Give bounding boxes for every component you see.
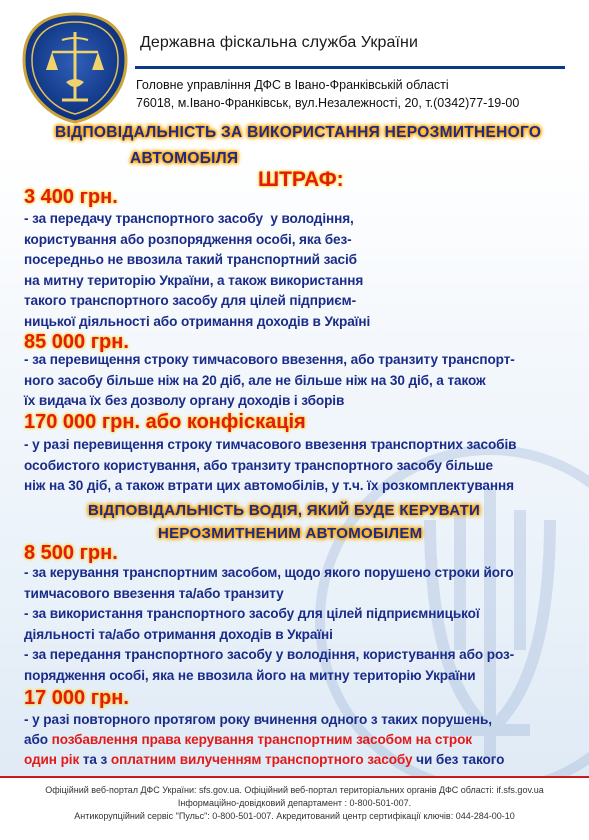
- highlight-deprivation: позбавлення права керування транспортним засобом на строк: [51, 732, 472, 747]
- highlight-one-year: один рік: [24, 752, 80, 767]
- footer-line-2: Інформаційно-довідковий департамент : 0-800-501-007.: [177, 798, 412, 808]
- fine-text-1: - за передачу транспортного засобу у володіння, користування або розпорядження особі, яка без- посередньо не ввозила такий транспортний засіб на митну територію України, а також використання такого транспортного засобу для цілей підприєм- ницької діяльності або отримання доходів в Україні: [24, 211, 371, 329]
- text-fragment: чи без такого: [412, 752, 505, 767]
- driver-fine-amount-2: 17 000 грн.: [24, 687, 129, 709]
- org-name: Державна фіскальна служба України: [140, 34, 419, 51]
- address-line-1: Головне управління ДФС в Івано-Франківській області: [136, 78, 449, 92]
- driver-fine-text-2-line1: - у разі повторного протягом року вчинення одного з таких порушень,: [24, 712, 492, 727]
- section2-title-line1: ВІДПОВІДАЛЬНІСТЬ ВОДІЯ, ЯКИЙ БУДЕ КЕРУВАТИ: [88, 502, 481, 519]
- section1-title-line2: АВТОМОБІЛЯ: [130, 150, 239, 167]
- section1-title-line1: ВІДПОВІДАЛЬНІСТЬ ЗА ВИКОРИСТАННЯ НЕРОЗМИТНЕНОГО: [55, 124, 542, 141]
- section2-title-line2: НЕРОЗМИТНЕНИМ АВТОМОБІЛЕМ: [158, 525, 423, 542]
- fine-heading: ШТРАФ:: [258, 168, 344, 191]
- fine-amount-1: 3 400 грн.: [24, 186, 118, 208]
- text-fragment: або: [24, 732, 52, 747]
- fine-amount-3: 170 000 грн. або конфіскація: [24, 411, 306, 433]
- text-fragment: та з: [79, 752, 111, 767]
- address-line-2: 76018, м.Івано-Франківськ, вул.Незалежності, 20, т.(0342)77-19-00: [136, 96, 520, 110]
- fine-amount-2: 85 000 грн.: [24, 331, 129, 353]
- dfs-emblem-icon: [22, 12, 128, 124]
- driver-fine-text-2-line2: [24, 730, 472, 751]
- highlight-seizure: оплатним вилученням транспортного засобу: [110, 752, 413, 767]
- footer-line-3: Антикорупційний сервіс "Пульс": 0-800-501-007. Акредитований центр сертифікації ключів: 044-284-00-10: [74, 811, 515, 821]
- driver-fine-text-1: - за керування транспортним засобом, щодо якого порушено строки його тимчасового ввезення та/або транзиту - за використання транспортного засобу для цілей підприємницької діяльності та/або отримання доходів в Україні - за передання транспортного засобу у володіння, користування або роз- порядження особі, яка не ввозила його на митну територію України: [24, 565, 515, 683]
- footer: [0, 776, 589, 840]
- header-divider: [135, 66, 565, 69]
- fine-text-3: - у разі перевищення строку тимчасового ввезення транспортних засобів особистого користування, або транзиту транспортного засобу більше ніж на 30 діб, а також втрати цих автомобілів, у т.ч. їх розкомплектування: [24, 437, 517, 494]
- footer-line-1: Офіційний веб-портал ДФС України: sfs.gov.ua. Офіційний веб-портал територіальних органів ДФС області: if.sfs.gov.ua: [45, 785, 544, 795]
- driver-fine-text-2-line3: [24, 750, 504, 771]
- driver-fine-amount-1: 8 500 грн.: [24, 542, 118, 564]
- fine-text-2: - за перевищення строку тимчасового ввезення, або транзиту транспорт- ного засобу більше ніж на 20 діб, але не більше ніж на 30 діб, а також їх видача їх без дозволу органу доходів і зборів: [24, 352, 515, 409]
